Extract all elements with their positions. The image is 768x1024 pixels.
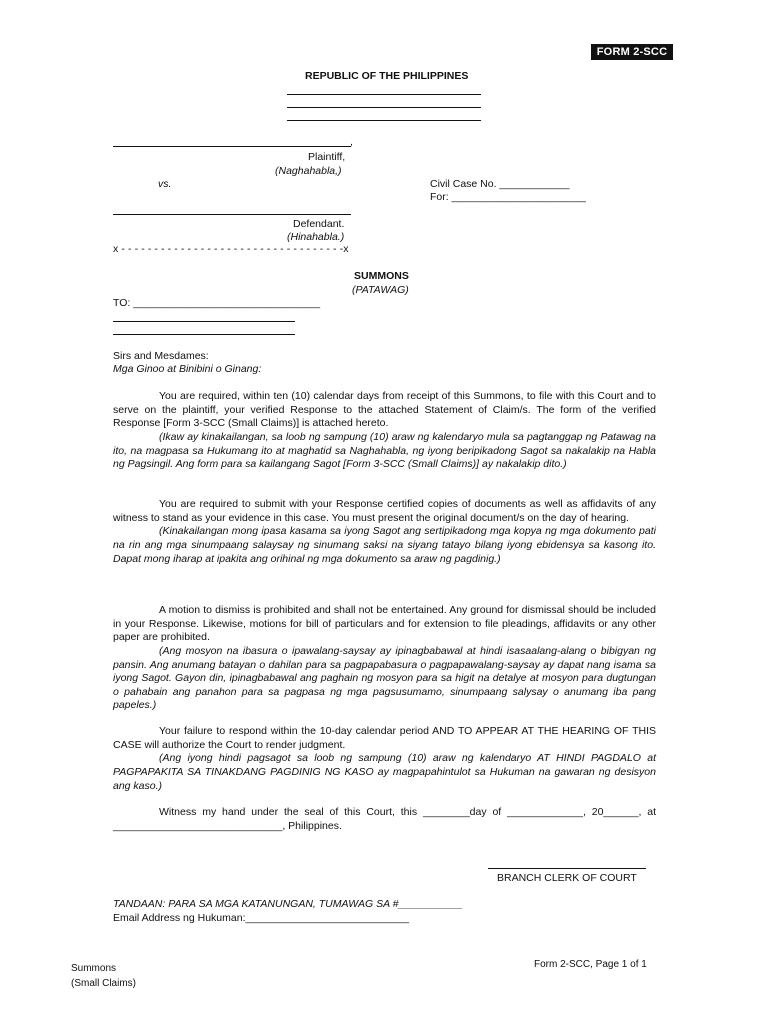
plaintiff-label: Plaintiff, [308, 151, 346, 163]
court-blank-line-3[interactable] [287, 120, 481, 121]
summons-title: SUMMONS [354, 270, 409, 282]
footer-form-type: Summons [71, 963, 117, 974]
paragraph-3-english: A motion to dismiss is prohibited and shall not be entertained. Any ground for dismissal should be included in your Response. Likewise, motions for bill of particulars and for extension to file pleadings, affidavits or any other paper are prohibited. [113, 604, 656, 644]
to-address-line-2[interactable] [113, 334, 295, 335]
defendant-name-line[interactable] [113, 214, 351, 215]
defendant-tagalog-text: (Hinahabla.) [287, 231, 345, 243]
paragraph-motion-prohibited [113, 604, 656, 713]
defendant-label: Defendant. [293, 218, 345, 230]
court-blank-line-2[interactable] [287, 107, 481, 108]
court-blank-line-1[interactable] [287, 94, 481, 95]
paragraph-failure-to-respond [113, 725, 656, 793]
witness-place[interactable]: _____________________________, Philippines. [113, 819, 342, 832]
paragraph-response-requirement [113, 390, 656, 472]
clerk-signature-line[interactable] [488, 868, 646, 869]
form-number-badge: FORM 2-SCC [591, 44, 673, 60]
inquiry-phone-field[interactable]: TANDAAN: PARA SA MGA KATANUNGAN, TUMAWAG SA #___________ [113, 898, 463, 910]
paragraph-4-english: Your failure to respond within the 10-day calendar period AND TO APPEAR AT THE HEARING OF THIS CASE will authorize the Court to render judgment. [113, 725, 656, 751]
plaintiff-label-tagalog: (Naghahabla,) [275, 165, 342, 177]
republic-heading: REPUBLIC OF THE PHILIPPINES [305, 70, 469, 82]
salutation-tagalog: Mga Ginoo at Binibini o Ginang: [113, 363, 262, 375]
paragraph-2-english: You are required to submit with your Response certified copies of documents as well as affidavits of any witness to stand as your evidence in this case. You must present the original document/s on the day of hearing. [113, 498, 656, 524]
to-recipient-field[interactable]: TO: ________________________________ [113, 297, 321, 309]
witness-text[interactable]: Witness my hand under the seal of this Court, this ________day of _____________, 20______, at [159, 806, 656, 818]
to-address-line-1[interactable] [113, 321, 295, 322]
caption-separator: x - - - - - - - - - - - - - - - - - - - - - - - - - - - - - - - - - -x [113, 243, 349, 255]
plaintiff-name-line[interactable] [113, 146, 351, 147]
footer-form-subtype: (Small Claims) [71, 978, 136, 989]
versus-label: vs. [158, 178, 172, 190]
court-email-field[interactable]: Email Address ng Hukuman:____________________________ [113, 912, 409, 924]
footer-page-number: Form 2-SCC, Page 1 of 1 [534, 959, 647, 970]
witness-clause [113, 806, 656, 833]
plaintiff-comma: , [350, 136, 353, 148]
salutation-english: Sirs and Mesdames: [113, 350, 209, 362]
branch-clerk-label: BRANCH CLERK OF COURT [497, 872, 637, 884]
paragraph-1-english: You are required, within ten (10) calendar days from receipt of this Summons, to file with this Court and to serve on the plaintiff, your verified Response to the attached Statement of Claim/s. The form of the verified Response [Form 3-SCC (Small Claims)] is attached hereto. [113, 390, 656, 430]
summons-title-tagalog: (PATAWAG) [352, 284, 409, 296]
paragraph-4-tagalog: (Ang iyong hindi pagsagot sa loob ng sampung (10) araw ng kalendaryo AT HINDI PAGDALO at PAGPAPAKITA SA TINAKDANG PAGDINIG NG KASO ay magpapahintulot sa Hukuman na gawaran ng desisyon ang kaso.) [113, 752, 656, 792]
paragraph-1-tagalog: (Ikaw ay kinakailangan, sa loob ng sampung (10) araw ng kalendaryo mula sa pagtanggap ng Patawag na ito, na magpasa sa Hukumang ito at maghatid sa Naghahabla, ng iyong beripikadong Sagot sa nakalakip na Habla ng Pagsingil. Ang form para sa kailangang Sagot [Form 3-SCC (Small Claims)] ay nakalakip dito.) [113, 430, 656, 471]
case-for-field[interactable]: For: _______________________ [430, 191, 586, 203]
paragraph-2-tagalog: (Kinakailangan mong ipasa kasama sa iyong Sagot ang sertipikadong mga kopya ng mga dokumento pati na rin ang mga sinumpaang salaysay ng sinumang saksi na siyang tatayo bilang iyong ebidensya sa kasong ito. Dapat mong iharap at ipakita ang orihinal ng mga dokumento sa araw ng pagdinig.) [113, 525, 656, 565]
civil-case-number-field[interactable]: Civil Case No. ____________ [430, 178, 570, 190]
paragraph-documents-requirement [113, 498, 656, 566]
paragraph-3-tagalog: (Ang mosyon na ibasura o ipawalang-saysay ay ipinagbabawal at hindi isasaalang-alang o bibigyan ng pansin. Ang anumang batayan o dahilan para sa pagpapabasura o pagpapawalang-saysay ay dapat nang isama sa iyong Sagot. Gayon din, ipinagbabawal ang paghain ng mosyon para sa higit na detalye at mosyon para dugtungan o pahabain ang panahon para sa pagpasa ng mga pagsusumamo, sinumpaang salysay o anumang iba pang papeles.) [113, 644, 656, 712]
